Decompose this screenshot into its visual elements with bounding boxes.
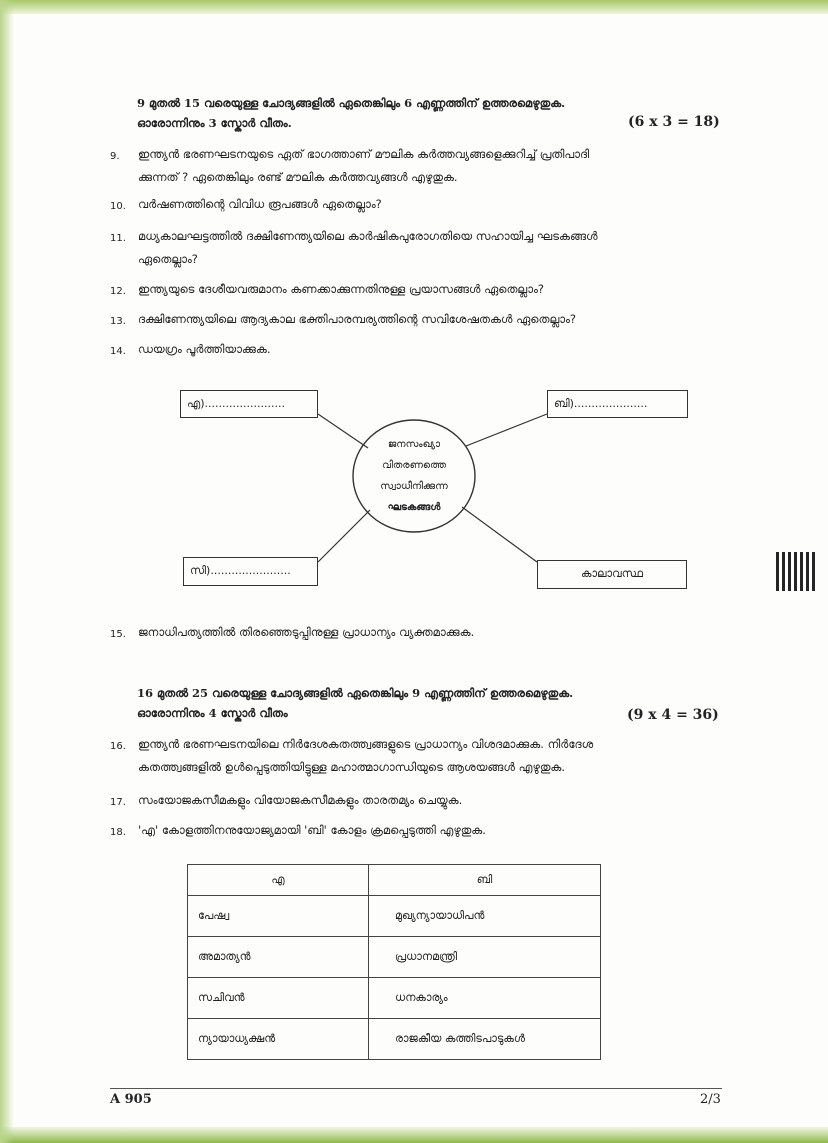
table-cell: രാജകീയ കത്തിടപാടുകൾ xyxy=(369,1019,601,1060)
question-number: 9. xyxy=(110,151,120,162)
question-number: 11. xyxy=(110,233,126,244)
table-cell: സചിവൻ xyxy=(188,978,369,1019)
diagram-center-line: സ്വാധീനിക്കുന്ന xyxy=(380,481,448,492)
question-number: 10. xyxy=(110,201,126,212)
diagram-box-b: ബി)..................... xyxy=(547,390,688,418)
table-header-row xyxy=(188,865,601,896)
section-marks: (6 x 3 = 18) xyxy=(628,114,720,130)
question-text: ഏതെല്ലാം? xyxy=(138,252,198,266)
question-text: ക്കുന്നത് ? ഏതെങ്കിലും രണ്ട് മൗലിക കർത്തവ്യങ്ങൾ എഴുതുക. xyxy=(138,170,458,184)
question-text: കതത്ത്വങ്ങളിൽ ഉൾപ്പെടുത്തിയിട്ടുള്ള മഹാത്മാഗാന്ധിയുടെ ആശയങ്ങൾ എഴുതുക. xyxy=(138,760,566,774)
qr-code xyxy=(776,552,815,591)
diagram-box-a: എ)....................... xyxy=(180,390,318,418)
question-text: വർഷണത്തിന്റെ വിവിധ രൂപങ്ങൾ ഏതെല്ലാം? xyxy=(138,197,382,211)
table-cell: മുഖ്യന്യായാധിപൻ xyxy=(369,896,601,937)
table-row xyxy=(188,896,601,937)
diagram-box-d: കാലാവസ്ഥ xyxy=(537,560,687,589)
section-instruction: ഓരോന്നിനും 3 സ്കോർ വീതം. xyxy=(137,116,292,130)
page-number: 2/3 xyxy=(700,1092,721,1107)
question-number: 16. xyxy=(110,741,126,752)
section-instruction: ഓരോന്നിനും 4 സ്കോർ വീതം xyxy=(137,706,288,720)
question-text: സംയോജകസീമകളും വിയോജകസീമകളും താരതമ്യം ചെയ്യുക. xyxy=(138,793,463,807)
match-table xyxy=(187,864,601,1060)
diagram-center-line: ഘടകങ്ങൾ xyxy=(387,502,441,513)
question-text: ദക്ഷിണേന്ത്യയിലെ ആദ്യകാല ഭക്തിപാരമ്പര്യത്തിന്റെ സവിശേഷതകൾ ഏതെല്ലാം? xyxy=(138,312,577,326)
question-number: 14. xyxy=(110,346,126,357)
table-row xyxy=(188,978,601,1019)
table-cell: ന്യായാധ്യക്ഷൻ xyxy=(188,1019,369,1060)
section-instruction: 16 മുതൽ 25 വരെയുള്ള ചോദ്യങ്ങളിൽ ഏതെങ്കിലും 9 എണ്ണത്തിന് ഉത്തരമെഴുതുക. xyxy=(137,686,574,700)
section-marks: (9 x 4 = 36) xyxy=(627,707,719,723)
question-number: 18. xyxy=(110,827,126,838)
question-text: ഇന്ത്യൻ ഭരണഘടനയിലെ നിർദേശകതത്ത്വങ്ങളുടെ പ്രാധാന്യം വിശദമാക്കുക. നിർദേശ xyxy=(138,737,594,751)
question-number: 17. xyxy=(110,797,126,808)
table-cell: പേഷ്വ xyxy=(188,896,369,937)
question-number: 13. xyxy=(110,316,126,327)
column-header: ബി xyxy=(369,865,601,896)
table-cell: പ്രധാനമന്ത്രി xyxy=(369,937,601,978)
footer-rule xyxy=(110,1088,722,1089)
question-text: ഇന്ത്യൻ ഭരണഘടനയുടെ ഏത് ഭാഗത്താണ് മൗലിക കർത്തവ്യങ്ങളെക്കുറിച്ച് പ്രതിപാദി xyxy=(138,147,590,161)
question-number: 15. xyxy=(110,629,126,640)
diagram-center-line: വിതരണത്തെ xyxy=(381,460,447,471)
question-text: ഇന്ത്യയുടെ ദേശീയവരുമാനം കണക്കാക്കുന്നതിനുള്ള പ്രയാസങ്ങൾ ഏതെല്ലാം? xyxy=(138,282,544,296)
diagram-box-c: സി)....................... xyxy=(183,557,318,586)
section-instruction: 9 മുതൽ 15 വരെയുള്ള ചോദ്യങ്ങളിൽ ഏതെങ്കിലും 6 എണ്ണത്തിന് ഉത്തരമെഴുതുക. xyxy=(137,96,566,110)
question-number: 12. xyxy=(110,286,126,297)
question-text: 'എ' കോളത്തിനനുയോജ്യമായി 'ബി' കോളം ക്രമപ്പെടുത്തി എഴുതുക. xyxy=(138,823,486,837)
table-cell: ധനകാര്യം xyxy=(369,978,601,1019)
question-text: ജനാധിപത്യത്തിൽ തിരഞ്ഞെടുപ്പിനുള്ള പ്രാധാന്യം വ്യക്തമാക്കുക. xyxy=(138,625,475,639)
question-text: ഡയഗ്രം പൂർത്തിയാക്കുക. xyxy=(138,342,271,356)
column-header: എ xyxy=(188,865,369,896)
diagram-center-line: ജനസംഖ്യാ xyxy=(387,439,441,450)
table-cell: അമാത്യൻ xyxy=(188,937,369,978)
table-row xyxy=(188,937,601,978)
diagram-center xyxy=(354,434,474,518)
question-text: മധ്യകാലഘട്ടത്തിൽ ദക്ഷിണേന്ത്യയിലെ കാർഷികപുരോഗതിയെ സഹായിച്ച ഘടകങ്ങൾ xyxy=(138,229,598,243)
paper-code: A 905 xyxy=(110,1092,152,1107)
table-row xyxy=(188,1019,601,1060)
